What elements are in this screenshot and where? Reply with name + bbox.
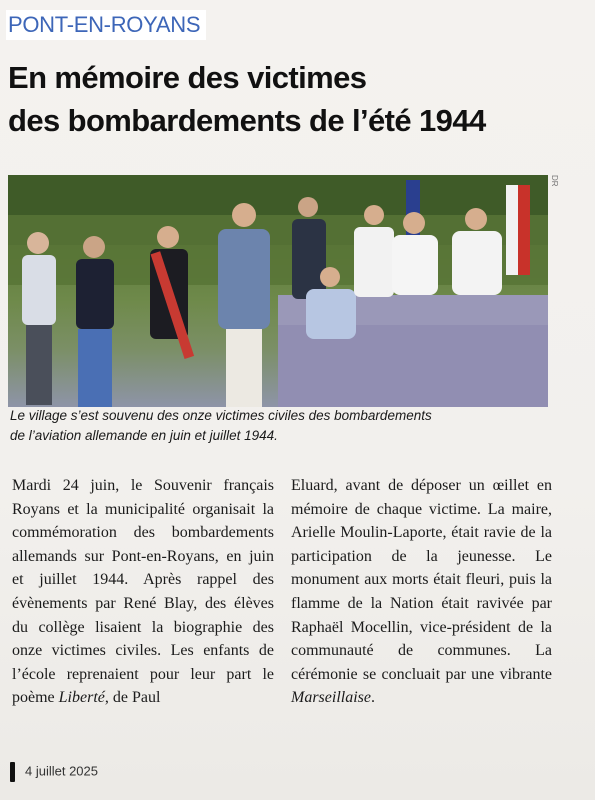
article-body-2: Eluard, avant de déposer un œillet en mémoire de chaque victime. La maire, Arielle Moulin-Laporte, était ravie de la participation de la jeunesse. Le monument aux morts était fleuri, puis la flamme de la Nation était ravivée par Raphaël Mocellin, vice-président de la communauté de communes. La cérémonie se concluait par une vibrante — [291, 477, 552, 683]
headline — [8, 56, 568, 142]
section-kicker: PONT-EN-ROYANS — [6, 10, 206, 40]
poem-title: Liberté — [58, 689, 105, 707]
page-footer — [10, 762, 98, 782]
flag-white — [506, 185, 518, 275]
photo-credit: DR — [550, 175, 559, 187]
flag-red — [518, 185, 530, 275]
article-paragraph-1 — [12, 474, 274, 710]
footer-marker — [10, 762, 15, 782]
article-body-2-tail: . — [371, 689, 375, 707]
article-column-2 — [291, 474, 552, 710]
ceremony-photo — [8, 175, 548, 407]
ceremony-illustration — [8, 175, 548, 407]
caption-line-2: de l’aviation allemande en juin et juillet 1944. — [10, 428, 278, 443]
headline-line-2: des bombardements de l’été 1944 — [8, 103, 486, 138]
caption-line-1: Le village s’est souvenu des onze victimes civiles des bombardements — [10, 408, 432, 423]
publication-date: 4 juillet 2025 — [25, 763, 98, 779]
article-column-1 — [12, 474, 274, 710]
photo-caption — [10, 406, 545, 446]
article-body-1: Mardi 24 juin, le Souvenir français Royans et la municipalité organisait la commémoration des bombardements allemands sur Pont-en-Royans, en juin et juillet 1944. Après rappel des évènements par René Blay, des élèves du collège lisaient la biographie des onze victimes civiles. Les enfants de l’école reprenaient pour leur part le poème — [12, 477, 274, 707]
anthem-title: Marseillaise — [291, 689, 371, 707]
headline-line-1: En mémoire des victimes — [8, 60, 367, 95]
article-paragraph-2 — [291, 474, 552, 710]
article-body-1-tail: , de Paul — [104, 689, 161, 707]
